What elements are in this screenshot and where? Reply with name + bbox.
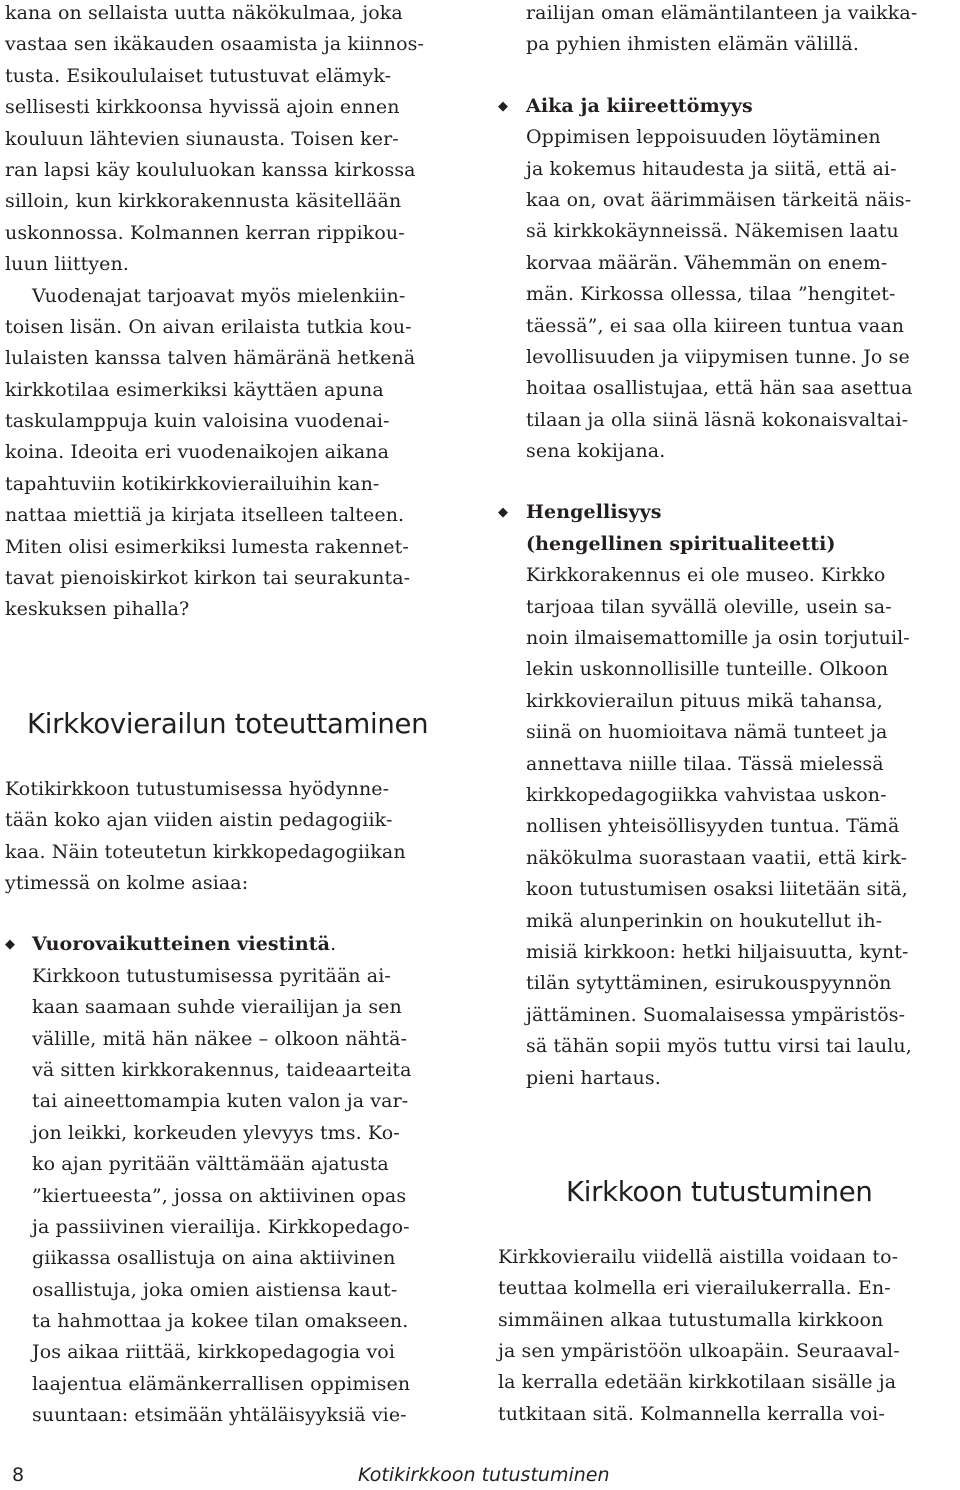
- text-line: noin ilmaisemattomille ja osin torjutuil-: [526, 627, 910, 650]
- text-line: tutkitaan sitä. Kolmannella kerralla voi-: [498, 1402, 885, 1425]
- text-line: jon leikki, korkeuden ylevyys tms. Ko-: [32, 1121, 400, 1144]
- text-line: Vuodenajat tarjoavat myös mielenkiin-: [32, 284, 406, 307]
- text-line: giikassa osallistuja on aina aktiivinen: [32, 1247, 396, 1270]
- text-line: tapahtuviin kotikirkkovierailuihin kan-: [5, 472, 380, 495]
- diamond-bullet-icon: ◆: [498, 505, 508, 521]
- text-line: Oppimisen leppoisuuden löytäminen: [526, 126, 881, 149]
- text-line: tään koko ajan viiden aistin pedagogiik-: [5, 809, 393, 832]
- text-line: ja sen ympäristöön ulkoapäin. Seuraaval-: [498, 1340, 900, 1363]
- diamond-bullet-icon: ◆: [498, 98, 508, 114]
- running-title: Kotikirkkoon tutustuminen: [358, 1464, 610, 1486]
- section-paragraph: [5, 774, 465, 900]
- bullet-subtitle: (hengellinen spiritualiteetti): [526, 532, 836, 555]
- text-line: kouluun lähtevien siunausta. Toisen ker-: [5, 127, 399, 150]
- text-line: kaa. Näin toteutetun kirkkopedagogiikan: [5, 840, 406, 863]
- text-line: koina. Ideoita eri vuodenaikojen aikana: [5, 441, 390, 464]
- text-line: siinä on huomioitava nämä tunteet ja: [526, 721, 888, 744]
- text-line: keskuksen pihalla?: [5, 598, 190, 621]
- text-line: nattaa miettiä ja kirjata itselleen talteen.: [5, 504, 405, 527]
- text-line: ja passiivinen vierailija. Kirkkopedago-: [32, 1215, 410, 1238]
- text-line: ko ajan pyritään välttämään ajatusta: [32, 1153, 389, 1176]
- text-line: Kirkkorakennus ei ole museo. Kirkko: [526, 564, 886, 587]
- text-line: kaan saamaan suhde vierailijan ja sen: [32, 996, 402, 1019]
- text-line: kirkkopedagogiikka vahvistaa uskon-: [526, 783, 887, 806]
- text-line: annettava niille tilaa. Tässä mielessä: [526, 752, 884, 775]
- section-heading: Kirkkoon tutustuminen: [566, 1175, 873, 1208]
- text-line: suuntaan: etsimään yhtäläisyyksiä vie-: [32, 1404, 407, 1427]
- seasons-paragraph: [5, 281, 465, 626]
- text-line: pieni hartaus.: [526, 1066, 661, 1089]
- text-line: ran lapsi käy koululuokan kanssa kirkossa: [5, 158, 416, 181]
- text-line: sä kirkkokäynneissä. Näkemisen laatu: [526, 220, 899, 243]
- text-line: mikä alunperinkin on houkutellut ih-: [526, 909, 883, 932]
- text-line: sena kokijana.: [526, 440, 666, 463]
- text-line: Kirkkovierailu viidellä aistilla voidaan to-: [498, 1245, 899, 1268]
- text-line: misiä kirkkoon: hetki hiljaisuutta, kynt-: [526, 940, 909, 963]
- bullet-title-suffix: .: [330, 933, 337, 956]
- right-column: [498, 0, 956, 1430]
- text-line: kaa on, ovat äärimmäisen tärkeitä näis-: [526, 188, 912, 211]
- text-line: näkökulma suorastaan vaatii, että kirk-: [526, 846, 908, 869]
- text-line: kana on sellaista uutta näkökulmaa, joka: [5, 2, 403, 24]
- text-line: tavat pienoiskirkot kirkon tai seurakunta-: [5, 567, 411, 590]
- text-line: jättäminen. Suomalaisessa ympäristös-: [526, 1003, 906, 1026]
- text-line: simmäinen alkaa tutustumalla kirkkoon: [498, 1308, 884, 1331]
- bullet-item-spirituality: [498, 497, 956, 1093]
- text-line: tusta. Esikoululaiset tutustuvat elämyk-: [5, 64, 392, 87]
- text-line: ja kokemus hitaudesta ja siitä, että ai-: [526, 157, 897, 180]
- text-line: toisen lisän. On aivan erilaista tutkia kou-: [5, 315, 412, 338]
- text-line: ta hahmottaa ja kokee tilan omakseen.: [32, 1310, 409, 1333]
- text-line: tai aineettomampia kuten valon ja var-: [32, 1090, 409, 1113]
- diamond-bullet-icon: ◆: [5, 937, 15, 953]
- page-number: 8: [12, 1464, 25, 1486]
- text-line: pa pyhien ihmisten elämän välillä.: [526, 33, 859, 56]
- text-line: män. Kirkossa ollessa, tilaa ”hengitet-: [526, 283, 896, 306]
- text-line: Jos aikaa riittää, kirkkopedagogia voi: [32, 1341, 395, 1364]
- text-line: lekin uskonnollisille tunteille. Olkoon: [526, 658, 889, 681]
- text-line: tarjoaa tilan syvällä oleville, usein sa-: [526, 595, 892, 618]
- text-line: osallistuja, joka omien aistiensa kaut-: [32, 1278, 398, 1301]
- text-line: kirkkovierailun pituus mikä tahansa,: [526, 689, 883, 712]
- bullet-title: Aika ja kiireettömyys: [526, 94, 753, 117]
- bullet-title: Hengellisyys: [526, 501, 662, 524]
- bullet-item-time: [498, 91, 956, 468]
- text-line: la kerralla edetään kirkkotilaan sisälle ja: [498, 1371, 897, 1394]
- intro-paragraph: [5, 0, 465, 281]
- text-line: tilän sytyttäminen, esirukouspyynnön: [526, 972, 892, 995]
- text-line: laajentua elämänkerrallisen oppimisen: [32, 1372, 411, 1395]
- text-line: koon tutustumisen osaksi liitetään sitä,: [526, 878, 908, 901]
- text-line: vastaa sen ikäkauden osaamista ja kiinnos-: [5, 33, 424, 56]
- text-line: Miten olisi esimerkiksi lumesta rakennet-: [5, 535, 409, 558]
- text-line: lulaisten kanssa talven hämäränä hetkenä: [5, 347, 416, 370]
- section-heading: Kirkkovierailun toteuttaminen: [27, 707, 429, 740]
- text-line: kirkkotilaa esimerkiksi käyttäen apuna: [5, 378, 384, 401]
- text-line: teuttaa kolmella eri vierailukerralla. En-: [498, 1277, 891, 1300]
- text-line: vä sitten kirkkorakennus, taideaarteita: [32, 1058, 412, 1081]
- text-line: ”kiertueesta”, jossa on aktiivinen opas: [32, 1184, 407, 1207]
- text-line: sä tähän sopii myös tuttu virsi tai laulu,: [526, 1035, 912, 1058]
- bullet-item-interaction: [5, 929, 465, 1431]
- text-line: railijan oman elämäntilanteen ja vaikka-: [526, 2, 918, 24]
- text-line: tilaan ja olla siinä läsnä kokonaisvaltai-: [526, 408, 909, 431]
- bullet-title-line: [32, 929, 465, 960]
- text-line: ytimessä on kolme asiaa:: [5, 871, 249, 894]
- text-line: välille, mitä hän näkee – olkoon nähtä-: [32, 1027, 408, 1050]
- text-line: uskonnossa. Kolmannen kerran rippikou-: [5, 221, 405, 244]
- text-line: luun liittyen.: [5, 253, 129, 276]
- text-line: hoitaa osallistujaa, että hän saa asettua: [526, 377, 913, 400]
- text-line: Kirkkoon tutustumisessa pyritään ai-: [32, 964, 391, 987]
- text-line: silloin, kun kirkkorakennusta käsitellään: [5, 190, 402, 213]
- section-paragraph: [498, 1242, 956, 1430]
- text-line: sellisesti kirkkoonsa hyvissä ajoin ennen: [5, 96, 400, 119]
- bullet-title: Vuorovaikutteinen viestintä: [32, 933, 331, 956]
- text-line: täessä”, ei saa olla kiireen tuntua vaan: [526, 314, 905, 337]
- continuation-paragraph: [498, 0, 956, 61]
- left-column: [5, 0, 465, 1432]
- text-line: taskulamppuja kuin valoisina vuodenai-: [5, 410, 390, 433]
- text-line: nollisen yhteisöllisyyden tuntua. Tämä: [526, 815, 900, 838]
- text-line: korvaa määrän. Vähemmän on enem-: [526, 251, 888, 274]
- text-line: Kotikirkkoon tutustumisessa hyödynne-: [5, 777, 390, 800]
- text-line: levollisuuden ja viipymisen tunne. Jo se: [526, 345, 910, 368]
